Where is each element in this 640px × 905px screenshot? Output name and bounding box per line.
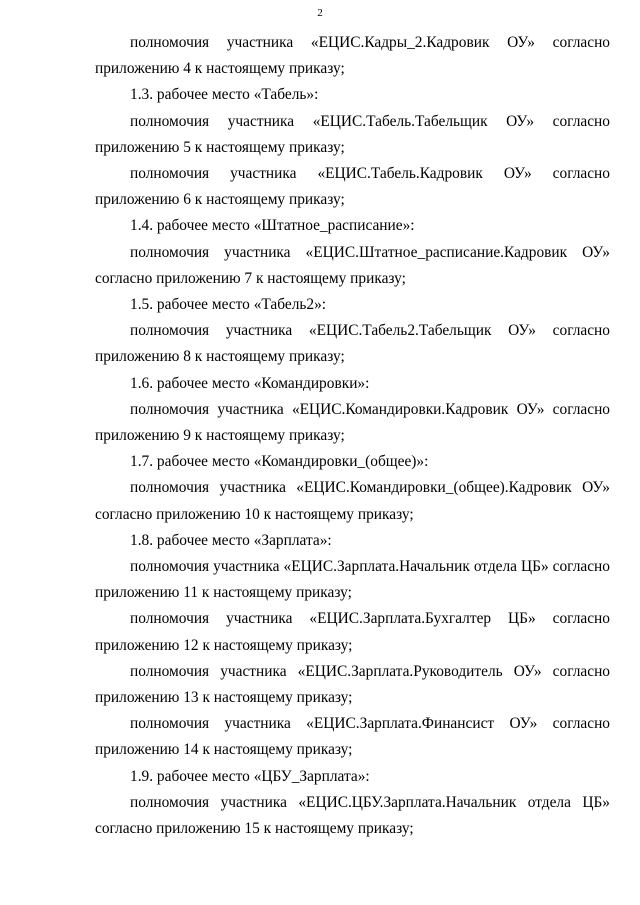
section-heading: 1.7. рабочее место «Командировки_(общее)»: [130, 453, 429, 471]
paragraph-line: согласно приложению 10 к настоящему приказу; [95, 505, 414, 523]
paragraph-line: полномочия участника «ЕЦИС.Зарплата.Финансист ОУ» согласно [130, 715, 610, 733]
authority-paragraph [95, 30, 610, 82]
authority-paragraph [95, 659, 610, 711]
paragraph-line: согласно приложению 7 к настоящему приказу; [95, 269, 406, 287]
authority-paragraph [95, 397, 610, 449]
paragraph-line: полномочия участника «ЕЦИС.Кадры_2.Кадровик ОУ» согласно [130, 34, 610, 51]
paragraph-line: полномочия участника «ЕЦИС.Штатное_расписание.Кадровик ОУ» [130, 243, 610, 261]
section-heading: 1.3. рабочее место «Табель»: [130, 86, 319, 104]
paragraph-line: приложению 5 к настоящему приказу; [95, 138, 345, 156]
authority-paragraph [95, 318, 610, 370]
section-heading: 1.8. рабочее место «Зарплата»: [130, 531, 332, 549]
authority-paragraph [95, 790, 610, 842]
authority-paragraph [95, 240, 610, 292]
paragraph-line: приложению 8 к настоящему приказу; [95, 348, 345, 366]
document-body [95, 30, 610, 842]
section-heading: 1.4. рабочее место «Штатное_расписание»: [130, 217, 415, 235]
paragraph-line: приложению 13 к настоящему приказу; [95, 689, 353, 707]
paragraph-line: приложению 14 к настоящему приказу; [95, 741, 353, 759]
paragraph-line: полномочия участника «ЕЦИС.Зарплата.Руководитель ОУ» согласно [130, 662, 610, 680]
paragraph-line: приложению 9 к настоящему приказу; [95, 427, 345, 445]
section-heading: 1.9. рабочее место «ЦБУ_Зарплата»: [130, 767, 370, 785]
authority-paragraph [95, 475, 610, 527]
section-heading: 1.5. рабочее место «Табель2»: [130, 296, 327, 314]
paragraph-line: полномочия участника «ЕЦИС.Зарплата.Начальник отдела ЦБ» согласно [130, 558, 610, 576]
paragraph-line: приложению 6 к настоящему приказу; [95, 191, 345, 209]
authority-paragraph [95, 606, 610, 658]
authority-paragraph [95, 554, 610, 606]
paragraph-line: согласно приложению 15 к настоящему приказу; [95, 820, 414, 838]
paragraph-line: полномочия участника «ЕЦИС.Табель.Табельщик ОУ» согласно [130, 112, 610, 130]
paragraph-line: полномочия участника «ЕЦИС.Командировки.Кадровик ОУ» согласно [130, 400, 610, 418]
paragraph-line: полномочия участника «ЕЦИС.Командировки_(общее).Кадровик ОУ» [130, 479, 610, 497]
paragraph-line: полномочия участника «ЕЦИС.Табель.Кадровик ОУ» согласно [130, 165, 610, 183]
paragraph-line: приложению 12 к настоящему приказу; [95, 636, 353, 654]
section-heading: 1.6. рабочее место «Командировки»: [130, 374, 370, 392]
paragraph-line: полномочия участника «ЕЦИС.Зарплата.Бухгалтер ЦБ» согласно [130, 610, 610, 628]
page-number: 2 [317, 7, 323, 19]
authority-paragraph [95, 161, 610, 213]
paragraph-line: полномочия участника «ЕЦИС.ЦБУ.Зарплата.Начальник отдела ЦБ» [130, 793, 610, 811]
paragraph-line: полномочия участника «ЕЦИС.Табель2.Табельщик ОУ» согласно [130, 322, 610, 340]
paragraph-line: приложению 11 к настоящему приказу; [95, 584, 352, 602]
authority-paragraph [95, 711, 610, 763]
paragraph-line: приложению 4 к настоящему приказу; [95, 60, 345, 78]
authority-paragraph [95, 109, 610, 161]
